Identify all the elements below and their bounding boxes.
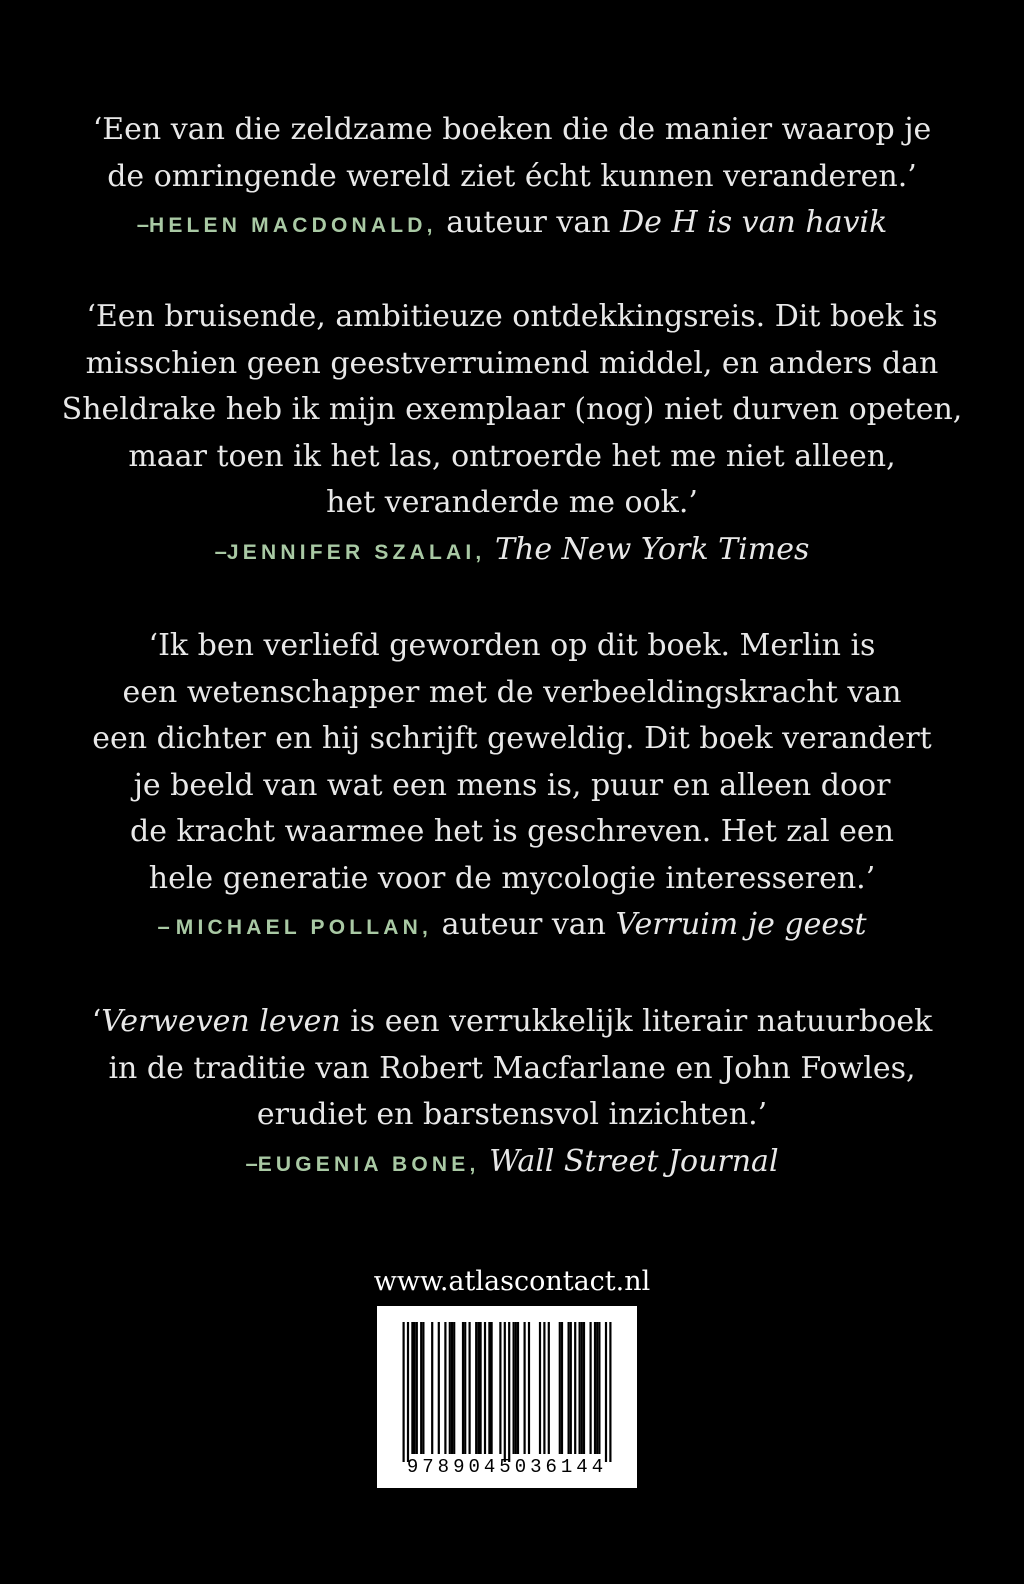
barcode-bar	[484, 1322, 486, 1454]
blurb-line: hele generatie voor de mycologie interesseren.’	[148, 860, 876, 896]
blurb-macdonald	[0, 107, 1024, 250]
blurb-text: is een verrukkelijk literair natuurboek	[340, 1004, 933, 1039]
barcode-bar	[508, 1322, 510, 1462]
barcode-bar	[583, 1322, 585, 1454]
barcode-bar	[528, 1322, 530, 1454]
blurb-line: de kracht waarmee het is geschreven. Het zal een	[130, 814, 894, 849]
barcode-bar	[594, 1322, 596, 1454]
author-name: HELEN MACDONALD,	[148, 214, 437, 237]
attribution-dash: –	[157, 914, 176, 939]
barcode-bar	[422, 1322, 424, 1454]
blurb-line: het veranderde me ook.’	[326, 485, 698, 520]
attribution	[0, 1139, 1024, 1189]
barcode-bar	[453, 1322, 455, 1454]
author-name: JENNIFER SZALAI,	[226, 540, 486, 564]
barcode-bar	[543, 1322, 545, 1454]
blurb-line: ‘Ik ben verliefd geworden op dit boek. Merlin is	[148, 628, 876, 663]
barcode-bar	[438, 1322, 440, 1454]
source-title: Wall Street Journal	[489, 1143, 779, 1179]
blurb-szalai	[0, 294, 1024, 576]
barcode-bar	[524, 1322, 526, 1454]
barcode-bar	[488, 1322, 490, 1454]
barcode-bar	[462, 1322, 464, 1454]
attribution-prefix	[485, 532, 495, 567]
blurb-line: Sheldrake heb ik mijn exemplaar (nog) niet durven opeten,	[61, 392, 963, 427]
barcode-bar	[605, 1322, 607, 1462]
isbn-number: 9789045036144	[406, 1456, 608, 1478]
barcode-bar	[444, 1322, 446, 1454]
barcode-bar	[477, 1322, 479, 1454]
barcode-bar	[411, 1322, 413, 1454]
attribution	[0, 200, 1024, 250]
barcode-bar	[517, 1322, 519, 1454]
source-title: De H is van havik	[620, 205, 888, 240]
barcode-bar	[539, 1322, 541, 1454]
barcode-bar	[464, 1322, 466, 1454]
barcode-bar	[598, 1322, 600, 1454]
barcode-bar	[570, 1322, 572, 1454]
blurb-line: ‘Een bruisende, ambitieuze ontdekkingsreis. Dit boek is	[86, 299, 938, 334]
source-title: The New York Times	[495, 531, 810, 567]
attribution-dash: –	[245, 1150, 258, 1176]
blurb-pollan	[0, 623, 1024, 952]
barcode-bar	[559, 1322, 561, 1454]
attribution-prefix: auteur van	[432, 907, 616, 942]
barcode-bar	[568, 1322, 570, 1454]
barcode-bar	[596, 1322, 598, 1454]
blurb-line: je beeld van wat een mens is, puur en alleen door	[133, 767, 891, 803]
barcode-bar	[515, 1322, 517, 1454]
blurb-line: een wetenschapper met de verbeeldingskracht van	[122, 674, 902, 710]
attribution-prefix: auteur van	[436, 205, 621, 240]
barcode-bar	[548, 1322, 550, 1454]
blurb-line	[0, 999, 1024, 1046]
barcode-bar	[504, 1322, 506, 1462]
barcode-bar	[469, 1322, 471, 1454]
barcode-bar	[590, 1322, 592, 1454]
author-name: EUGENIA BONE,	[257, 1152, 480, 1176]
blurb-line: misschien geen geestverruimend middel, en anders dan	[85, 345, 939, 381]
barcode-bar	[451, 1322, 453, 1454]
barcode-bar	[513, 1322, 515, 1454]
blurb-line: in de traditie van Robert Macfarlane en John Fowles,	[108, 1050, 916, 1086]
barcode-bar	[407, 1322, 409, 1462]
barcode-bar	[491, 1322, 493, 1454]
barcode-bar	[561, 1322, 563, 1454]
blurb-line: de omringende wereld ziet écht kunnen veranderen.’	[107, 158, 917, 194]
barcode-bar	[475, 1322, 477, 1454]
quote-open: ‘	[91, 1004, 102, 1039]
author-name: MICHAEL POLLAN,	[175, 916, 433, 939]
barcode-bar	[499, 1322, 501, 1454]
source-title: Verruim je geest	[615, 907, 867, 942]
barcode-bar	[579, 1322, 581, 1454]
publisher-website[interactable]: www.atlascontact.nl	[373, 1266, 651, 1297]
blurb-line: erudiet en barstensvol inzichten.’	[256, 1097, 768, 1132]
barcode-bar	[574, 1322, 576, 1454]
attribution-dash: –	[214, 538, 227, 564]
barcode-bar	[403, 1322, 405, 1462]
blurb-bone	[0, 999, 1024, 1188]
barcode-bar	[431, 1322, 433, 1454]
blurb-line: ‘Een van die zeldzame boeken die de manier waarop je	[92, 112, 932, 147]
barcode-bar	[414, 1322, 416, 1454]
isbn-barcode	[377, 1306, 637, 1488]
barcode-bar	[416, 1322, 418, 1454]
barcode-bar	[609, 1322, 611, 1462]
attribution	[0, 527, 1024, 577]
attribution	[0, 902, 1024, 952]
book-title: Verweven leven	[101, 1004, 341, 1039]
blurb-line: een dichter en hij schrijft geweldig. Dit boek verandert	[92, 721, 932, 756]
attribution-dash: –	[136, 212, 149, 237]
blurb-line: maar toen ik het las, ontroerde het me niet alleen,	[128, 438, 896, 474]
barcode-bar	[480, 1322, 482, 1454]
barcode-bar	[449, 1322, 451, 1454]
attribution-prefix	[480, 1144, 490, 1179]
barcode-bar	[581, 1322, 583, 1454]
barcode-bar	[420, 1322, 422, 1454]
